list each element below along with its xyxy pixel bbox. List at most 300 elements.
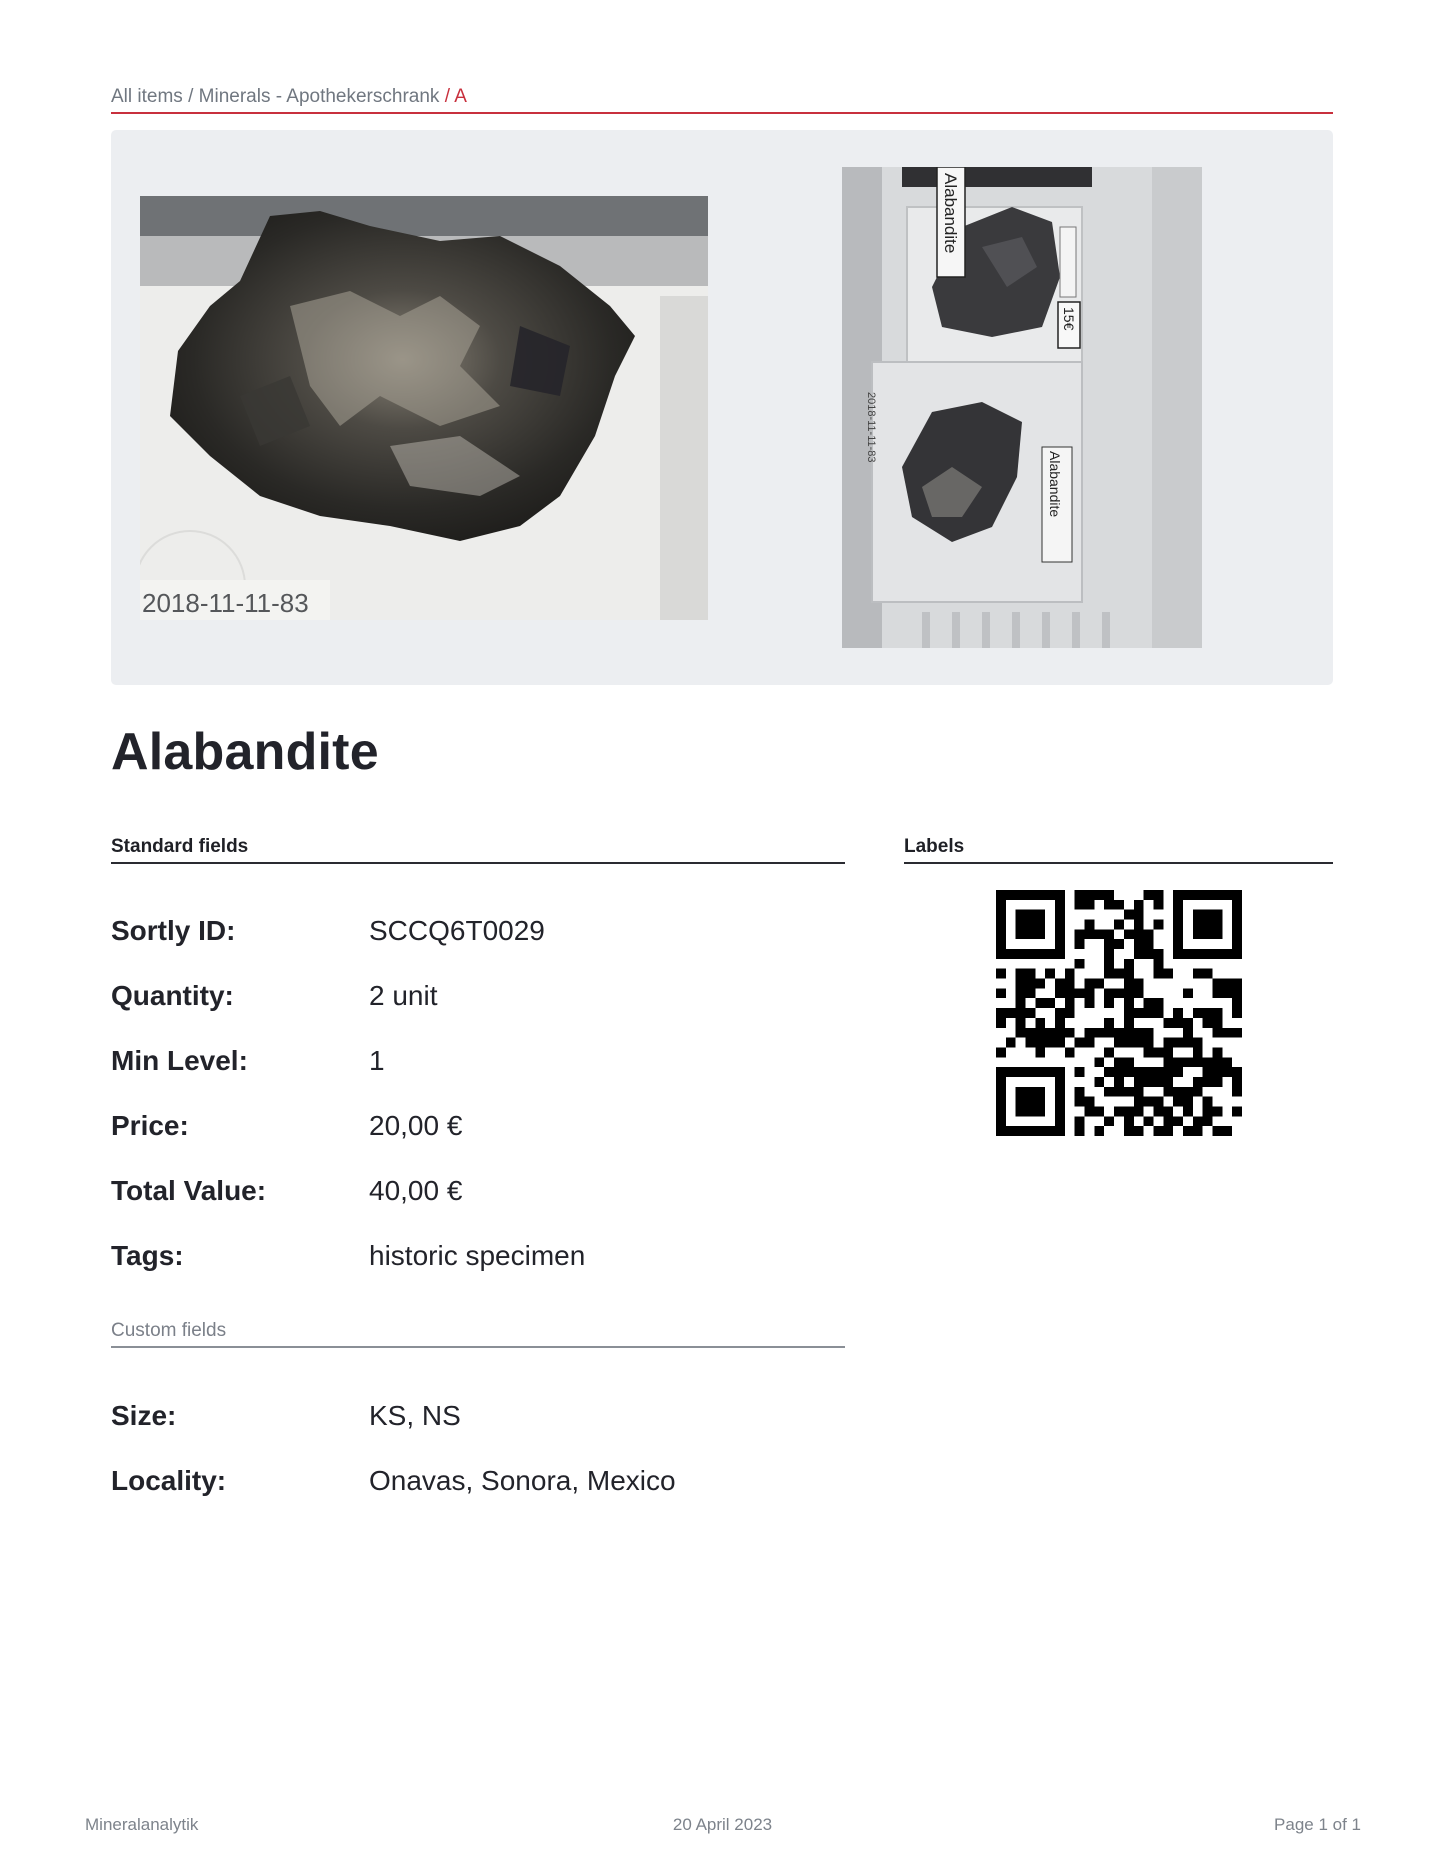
qr-module bbox=[1134, 1087, 1144, 1097]
qr-module bbox=[1104, 988, 1114, 998]
qr-module bbox=[1104, 1067, 1114, 1077]
qr-module bbox=[1114, 1087, 1124, 1097]
qr-module bbox=[1203, 1116, 1213, 1126]
qr-module bbox=[1144, 1067, 1154, 1077]
qr-module bbox=[1124, 1116, 1134, 1126]
qr-module bbox=[1114, 1028, 1124, 1038]
qr-module bbox=[1222, 890, 1232, 900]
qr-module bbox=[1232, 998, 1242, 1008]
qr-module bbox=[1085, 988, 1095, 998]
qr-module bbox=[1016, 1106, 1026, 1116]
field-row-total-value bbox=[111, 1175, 845, 1215]
qr-module bbox=[1085, 1028, 1095, 1038]
qr-module bbox=[1075, 890, 1085, 900]
qr-module bbox=[1124, 1018, 1134, 1028]
qr-module bbox=[1075, 1116, 1085, 1126]
qr-module bbox=[1193, 1038, 1203, 1048]
photo-label-date-2: 2018-11-11-83 bbox=[865, 392, 877, 463]
qr-module bbox=[1075, 1038, 1085, 1048]
qr-module bbox=[1104, 890, 1114, 900]
qr-module bbox=[1222, 1028, 1232, 1038]
field-value: KS, NS bbox=[369, 1400, 461, 1431]
qr-module bbox=[1124, 959, 1134, 969]
qr-module bbox=[1232, 890, 1242, 900]
footer-page-number: Page 1 of 1 bbox=[1274, 1815, 1361, 1834]
qr-module bbox=[1104, 1018, 1114, 1028]
qr-module bbox=[996, 988, 1006, 998]
qr-module bbox=[1193, 949, 1203, 959]
qr-module bbox=[1163, 969, 1173, 979]
qr-module bbox=[1232, 920, 1242, 930]
photo-label-name-2: Alabandite bbox=[1047, 451, 1063, 518]
photo-gallery bbox=[111, 130, 1333, 685]
qr-module bbox=[1212, 1106, 1222, 1116]
qr-module bbox=[1134, 1097, 1144, 1107]
breadcrumb bbox=[111, 86, 1333, 114]
qr-module bbox=[1212, 1057, 1222, 1067]
qr-module bbox=[1173, 890, 1183, 900]
qr-module bbox=[1144, 949, 1154, 959]
qr-module bbox=[1173, 1057, 1183, 1067]
qr-module bbox=[1055, 949, 1065, 959]
qr-module bbox=[1045, 890, 1055, 900]
qr-module bbox=[1183, 1126, 1193, 1136]
qr-module bbox=[1124, 1028, 1134, 1038]
qr-module bbox=[1035, 929, 1045, 939]
qr-module bbox=[1124, 910, 1134, 920]
field-value: 40,00 € bbox=[369, 1175, 463, 1206]
qr-module bbox=[1212, 1126, 1222, 1136]
qr-module bbox=[1183, 1106, 1193, 1116]
qr-module bbox=[1203, 1018, 1213, 1028]
qr-module bbox=[1094, 1028, 1104, 1038]
qr-module bbox=[1035, 998, 1045, 1008]
qr-module bbox=[1085, 1038, 1095, 1048]
qr-module bbox=[1045, 949, 1055, 959]
qr-module bbox=[1026, 890, 1036, 900]
qr-module bbox=[996, 910, 1006, 920]
qr-module bbox=[1153, 959, 1163, 969]
qr-module bbox=[1114, 969, 1124, 979]
qr-module bbox=[1045, 1038, 1055, 1048]
qr-module bbox=[996, 1116, 1006, 1126]
field-row-sortly-id bbox=[111, 915, 845, 955]
qr-module bbox=[996, 1087, 1006, 1097]
qr-module bbox=[1016, 910, 1026, 920]
qr-module bbox=[1055, 1018, 1065, 1028]
qr-module bbox=[1055, 890, 1065, 900]
field-label: Tags: bbox=[111, 1240, 184, 1271]
qr-module bbox=[1055, 1116, 1065, 1126]
qr-module bbox=[1075, 1126, 1085, 1136]
qr-module bbox=[1055, 1126, 1065, 1136]
specimen-photo-closeup[interactable] bbox=[140, 196, 708, 620]
qr-module bbox=[1173, 1008, 1183, 1018]
qr-module bbox=[1203, 1106, 1213, 1116]
field-row-tags bbox=[111, 1240, 845, 1280]
qr-module bbox=[1153, 1077, 1163, 1087]
qr-module bbox=[1035, 1067, 1045, 1077]
qr-module bbox=[996, 1077, 1006, 1087]
field-label: Total Value: bbox=[111, 1175, 267, 1206]
qr-module bbox=[1104, 1028, 1114, 1038]
qr-module bbox=[1065, 969, 1075, 979]
qr-module bbox=[1035, 949, 1045, 959]
qr-module bbox=[1026, 1028, 1036, 1038]
qr-module bbox=[1193, 1057, 1203, 1067]
qr-module bbox=[1144, 939, 1154, 949]
qr-module bbox=[1035, 1097, 1045, 1107]
qr-module bbox=[1114, 988, 1124, 998]
qr-module bbox=[1104, 929, 1114, 939]
qr-module bbox=[1212, 1077, 1222, 1087]
qr-module bbox=[1045, 1067, 1055, 1077]
qr-module bbox=[1163, 1087, 1173, 1097]
qr-module bbox=[1016, 1097, 1026, 1107]
qr-module bbox=[1065, 998, 1075, 1008]
qr-module bbox=[1212, 979, 1222, 989]
qr-module bbox=[1193, 1116, 1203, 1126]
qr-module bbox=[1144, 890, 1154, 900]
qr-module bbox=[1183, 988, 1193, 998]
qr-module bbox=[1134, 1038, 1144, 1048]
photo-label-name-1: Alabandite bbox=[941, 173, 960, 254]
qr-module bbox=[1055, 1087, 1065, 1097]
qr-module bbox=[1114, 1057, 1124, 1067]
qr-module bbox=[1114, 1106, 1124, 1116]
qr-module bbox=[1203, 1008, 1213, 1018]
qr-module bbox=[1026, 979, 1036, 989]
qr-module bbox=[1173, 1038, 1183, 1048]
field-row-locality bbox=[111, 1465, 845, 1505]
qr-module bbox=[1124, 1038, 1134, 1048]
qr-module bbox=[1055, 1008, 1065, 1018]
qr-module bbox=[1055, 1106, 1065, 1116]
qr-module bbox=[1124, 988, 1134, 998]
qr-module bbox=[1153, 1097, 1163, 1107]
qr-module bbox=[1134, 1126, 1144, 1136]
qr-module bbox=[1212, 949, 1222, 959]
qr-module bbox=[1045, 1028, 1055, 1038]
qr-module bbox=[1006, 1126, 1016, 1136]
qr-module bbox=[1193, 929, 1203, 939]
qr-module bbox=[1065, 1028, 1075, 1038]
qr-module bbox=[1144, 929, 1154, 939]
qr-module bbox=[1134, 1008, 1144, 1018]
qr-module bbox=[1016, 1126, 1026, 1136]
field-value: Onavas, Sonora, Mexico bbox=[369, 1465, 676, 1496]
qr-module bbox=[1232, 1028, 1242, 1038]
qr-module bbox=[1173, 1116, 1183, 1126]
qr-module bbox=[1232, 1077, 1242, 1087]
qr-module bbox=[1232, 939, 1242, 949]
qr-module bbox=[1134, 939, 1144, 949]
qr-module bbox=[1026, 1106, 1036, 1116]
qr-module bbox=[996, 1047, 1006, 1057]
field-row-quantity bbox=[111, 980, 845, 1020]
qr-module bbox=[1163, 1018, 1173, 1028]
qr-module bbox=[1173, 1087, 1183, 1097]
qr-module bbox=[1163, 1038, 1173, 1048]
qr-module bbox=[1183, 1028, 1193, 1038]
breadcrumb-item-minerals[interactable]: Minerals - Apothekerschrank bbox=[198, 86, 440, 107]
qr-module bbox=[1075, 1067, 1085, 1077]
qr-module bbox=[1104, 998, 1114, 1008]
qr-module bbox=[1222, 1126, 1232, 1136]
qr-module bbox=[1203, 1097, 1213, 1107]
qr-module bbox=[1124, 979, 1134, 989]
qr-module bbox=[1144, 1047, 1154, 1057]
qr-module bbox=[1193, 1047, 1203, 1057]
qr-module bbox=[1026, 949, 1036, 959]
qr-module bbox=[1222, 979, 1232, 989]
qr-module bbox=[1055, 988, 1065, 998]
qr-module bbox=[1035, 1028, 1045, 1038]
qr-module bbox=[1203, 969, 1213, 979]
qr-module bbox=[1232, 929, 1242, 939]
qr-module bbox=[1134, 920, 1144, 930]
qr-module bbox=[1016, 920, 1026, 930]
section-header-labels: Labels bbox=[904, 836, 1333, 864]
qr-module bbox=[1094, 1126, 1104, 1136]
qr-module bbox=[1222, 1057, 1232, 1067]
qr-module bbox=[1094, 1057, 1104, 1067]
field-label: Sortly ID: bbox=[111, 915, 236, 946]
qr-module bbox=[1193, 890, 1203, 900]
section-header-custom-fields: Custom fields bbox=[111, 1320, 845, 1348]
qr-module bbox=[1173, 929, 1183, 939]
qr-module bbox=[1203, 1057, 1213, 1067]
qr-module bbox=[1163, 1067, 1173, 1077]
qr-module bbox=[1055, 929, 1065, 939]
qr-module bbox=[1144, 1077, 1154, 1087]
field-label: Locality: bbox=[111, 1465, 227, 1496]
qr-module bbox=[1203, 1077, 1213, 1087]
qr-module bbox=[1163, 1077, 1173, 1087]
qr-module bbox=[996, 1008, 1006, 1018]
qr-module bbox=[1144, 1116, 1154, 1126]
qr-module bbox=[1085, 1097, 1095, 1107]
qr-module bbox=[1094, 890, 1104, 900]
qr-module bbox=[1104, 939, 1114, 949]
photo-label-date: 2018-11-11-83 bbox=[142, 588, 309, 618]
qr-module bbox=[1232, 900, 1242, 910]
qr-module bbox=[1144, 1008, 1154, 1018]
qr-module bbox=[1183, 1087, 1193, 1097]
qr-module bbox=[1045, 998, 1055, 1008]
qr-module bbox=[1026, 929, 1036, 939]
qr-module bbox=[1085, 920, 1095, 930]
qr-module bbox=[1153, 890, 1163, 900]
qr-module bbox=[1075, 959, 1085, 969]
qr-module bbox=[1193, 969, 1203, 979]
qr-module bbox=[1075, 988, 1085, 998]
qr-module bbox=[1094, 929, 1104, 939]
qr-module bbox=[1232, 949, 1242, 959]
qr-module bbox=[1183, 1057, 1193, 1067]
qr-module bbox=[1232, 988, 1242, 998]
specimen-closeup-image bbox=[140, 196, 708, 620]
qr-module bbox=[1193, 1008, 1203, 1018]
qr-module bbox=[1222, 949, 1232, 959]
qr-module bbox=[1045, 1126, 1055, 1136]
qr-module bbox=[1006, 890, 1016, 900]
qr-module bbox=[1173, 1018, 1183, 1028]
qr-module bbox=[1006, 1067, 1016, 1077]
specimen-photo-boxes[interactable] bbox=[842, 167, 1202, 648]
qr-module bbox=[1085, 900, 1095, 910]
qr-module bbox=[1035, 1038, 1045, 1048]
qr-module bbox=[1006, 1008, 1016, 1018]
qr-module bbox=[1134, 1028, 1144, 1038]
qr-module bbox=[1124, 969, 1134, 979]
qr-module bbox=[1134, 1067, 1144, 1077]
footer-date: 20 April 2023 bbox=[672, 1815, 773, 1834]
qr-module bbox=[1035, 1126, 1045, 1136]
qr-module bbox=[1075, 939, 1085, 949]
qr-module bbox=[1212, 890, 1222, 900]
qr-module bbox=[1035, 920, 1045, 930]
qr-module bbox=[1035, 1106, 1045, 1116]
qr-module bbox=[996, 890, 1006, 900]
qr-module bbox=[1026, 1087, 1036, 1097]
qr-module bbox=[1232, 1087, 1242, 1097]
qr-module bbox=[1222, 988, 1232, 998]
qr-module bbox=[1193, 910, 1203, 920]
qr-module bbox=[1065, 1047, 1075, 1057]
qr-module bbox=[1114, 900, 1124, 910]
qr-module bbox=[1163, 1126, 1173, 1136]
qr-module bbox=[1006, 1038, 1016, 1048]
qr-module bbox=[1232, 1106, 1242, 1116]
qr-module bbox=[1035, 1087, 1045, 1097]
qr-module bbox=[1134, 979, 1144, 989]
qr-module bbox=[1055, 939, 1065, 949]
qr-module bbox=[1085, 929, 1095, 939]
qr-module bbox=[1104, 900, 1114, 910]
field-value: 20,00 € bbox=[369, 1110, 463, 1141]
qr-module bbox=[1104, 1047, 1114, 1057]
qr-module bbox=[1212, 1008, 1222, 1018]
qr-module bbox=[1212, 1047, 1222, 1057]
qr-module bbox=[1134, 900, 1144, 910]
qr-module bbox=[1104, 959, 1114, 969]
qr-module bbox=[1026, 969, 1036, 979]
item-title: Alabandite bbox=[111, 723, 379, 781]
field-label: Quantity: bbox=[111, 980, 234, 1011]
qr-module bbox=[1173, 920, 1183, 930]
qr-module bbox=[1222, 1067, 1232, 1077]
specimen-boxes-image bbox=[842, 167, 1202, 648]
field-row-price bbox=[111, 1110, 845, 1150]
field-label: Size: bbox=[111, 1400, 177, 1431]
qr-module bbox=[1104, 1087, 1114, 1097]
footer-organization: Mineralanalytik bbox=[85, 1815, 199, 1834]
breadcrumb-separator: / bbox=[188, 86, 194, 107]
qr-module bbox=[1055, 1097, 1065, 1107]
qr-module bbox=[1153, 969, 1163, 979]
qr-module bbox=[1094, 1077, 1104, 1087]
qr-module bbox=[1173, 949, 1183, 959]
qr-module bbox=[1212, 1067, 1222, 1077]
qr-module bbox=[1203, 910, 1213, 920]
qr-module bbox=[1055, 1077, 1065, 1087]
qr-module bbox=[1026, 1126, 1036, 1136]
qr-module bbox=[1144, 1028, 1154, 1038]
qr-module bbox=[1016, 1018, 1026, 1028]
qr-module bbox=[1016, 969, 1026, 979]
qr-module bbox=[1114, 1038, 1124, 1048]
qr-module bbox=[1153, 1008, 1163, 1018]
qr-module bbox=[1016, 1028, 1026, 1038]
qr-module bbox=[1124, 1067, 1134, 1077]
qr-module bbox=[1153, 949, 1163, 959]
qr-module bbox=[1094, 979, 1104, 989]
qr-module bbox=[1124, 929, 1134, 939]
breadcrumb-item-all-items[interactable]: All items bbox=[111, 86, 183, 107]
field-row-size bbox=[111, 1400, 845, 1440]
qr-module bbox=[1026, 1067, 1036, 1077]
qr-module bbox=[1035, 1047, 1045, 1057]
qr-module bbox=[1173, 900, 1183, 910]
qr-module bbox=[1173, 910, 1183, 920]
field-row-min-level bbox=[111, 1045, 845, 1085]
qr-module bbox=[1173, 1067, 1183, 1077]
qr-module bbox=[1212, 988, 1222, 998]
qr-module bbox=[1104, 969, 1114, 979]
qr-module bbox=[1134, 1077, 1144, 1087]
qr-module bbox=[1016, 1067, 1026, 1077]
qr-module bbox=[1055, 920, 1065, 930]
qr-module bbox=[1085, 890, 1095, 900]
qr-module bbox=[1153, 1067, 1163, 1077]
qr-module bbox=[1193, 1087, 1203, 1097]
qr-module bbox=[1203, 949, 1213, 959]
qr-module bbox=[1016, 1087, 1026, 1097]
qr-module bbox=[1134, 988, 1144, 998]
qr-module bbox=[1065, 979, 1075, 989]
qr-module bbox=[1193, 920, 1203, 930]
qr-module bbox=[1006, 949, 1016, 959]
qr-module bbox=[1212, 910, 1222, 920]
qr-module bbox=[1212, 1018, 1222, 1028]
qr-module bbox=[1124, 1126, 1134, 1136]
qr-module bbox=[996, 1126, 1006, 1136]
qr-module bbox=[1016, 1008, 1026, 1018]
qr-module bbox=[1183, 1097, 1193, 1107]
qr-module bbox=[1114, 920, 1124, 930]
qr-module bbox=[1045, 969, 1055, 979]
qr-code-image bbox=[996, 890, 1242, 1136]
field-value: SCCQ6T0029 bbox=[369, 915, 545, 946]
qr-module bbox=[1035, 910, 1045, 920]
qr-module bbox=[1094, 1106, 1104, 1116]
qr-module bbox=[1163, 1057, 1173, 1067]
breadcrumb-separator-current: / bbox=[444, 86, 450, 107]
qr-module bbox=[1203, 929, 1213, 939]
qr-module bbox=[1075, 929, 1085, 939]
qr-module bbox=[1203, 1067, 1213, 1077]
field-value: 2 unit bbox=[369, 980, 438, 1011]
qr-module bbox=[1026, 1038, 1036, 1048]
qr-module bbox=[1075, 900, 1085, 910]
qr-module bbox=[1232, 1008, 1242, 1018]
qr-module bbox=[1203, 890, 1213, 900]
qr-module bbox=[1016, 929, 1026, 939]
qr-module bbox=[1065, 1008, 1075, 1018]
qr-module bbox=[1134, 929, 1144, 939]
qr-module bbox=[1193, 1077, 1203, 1087]
